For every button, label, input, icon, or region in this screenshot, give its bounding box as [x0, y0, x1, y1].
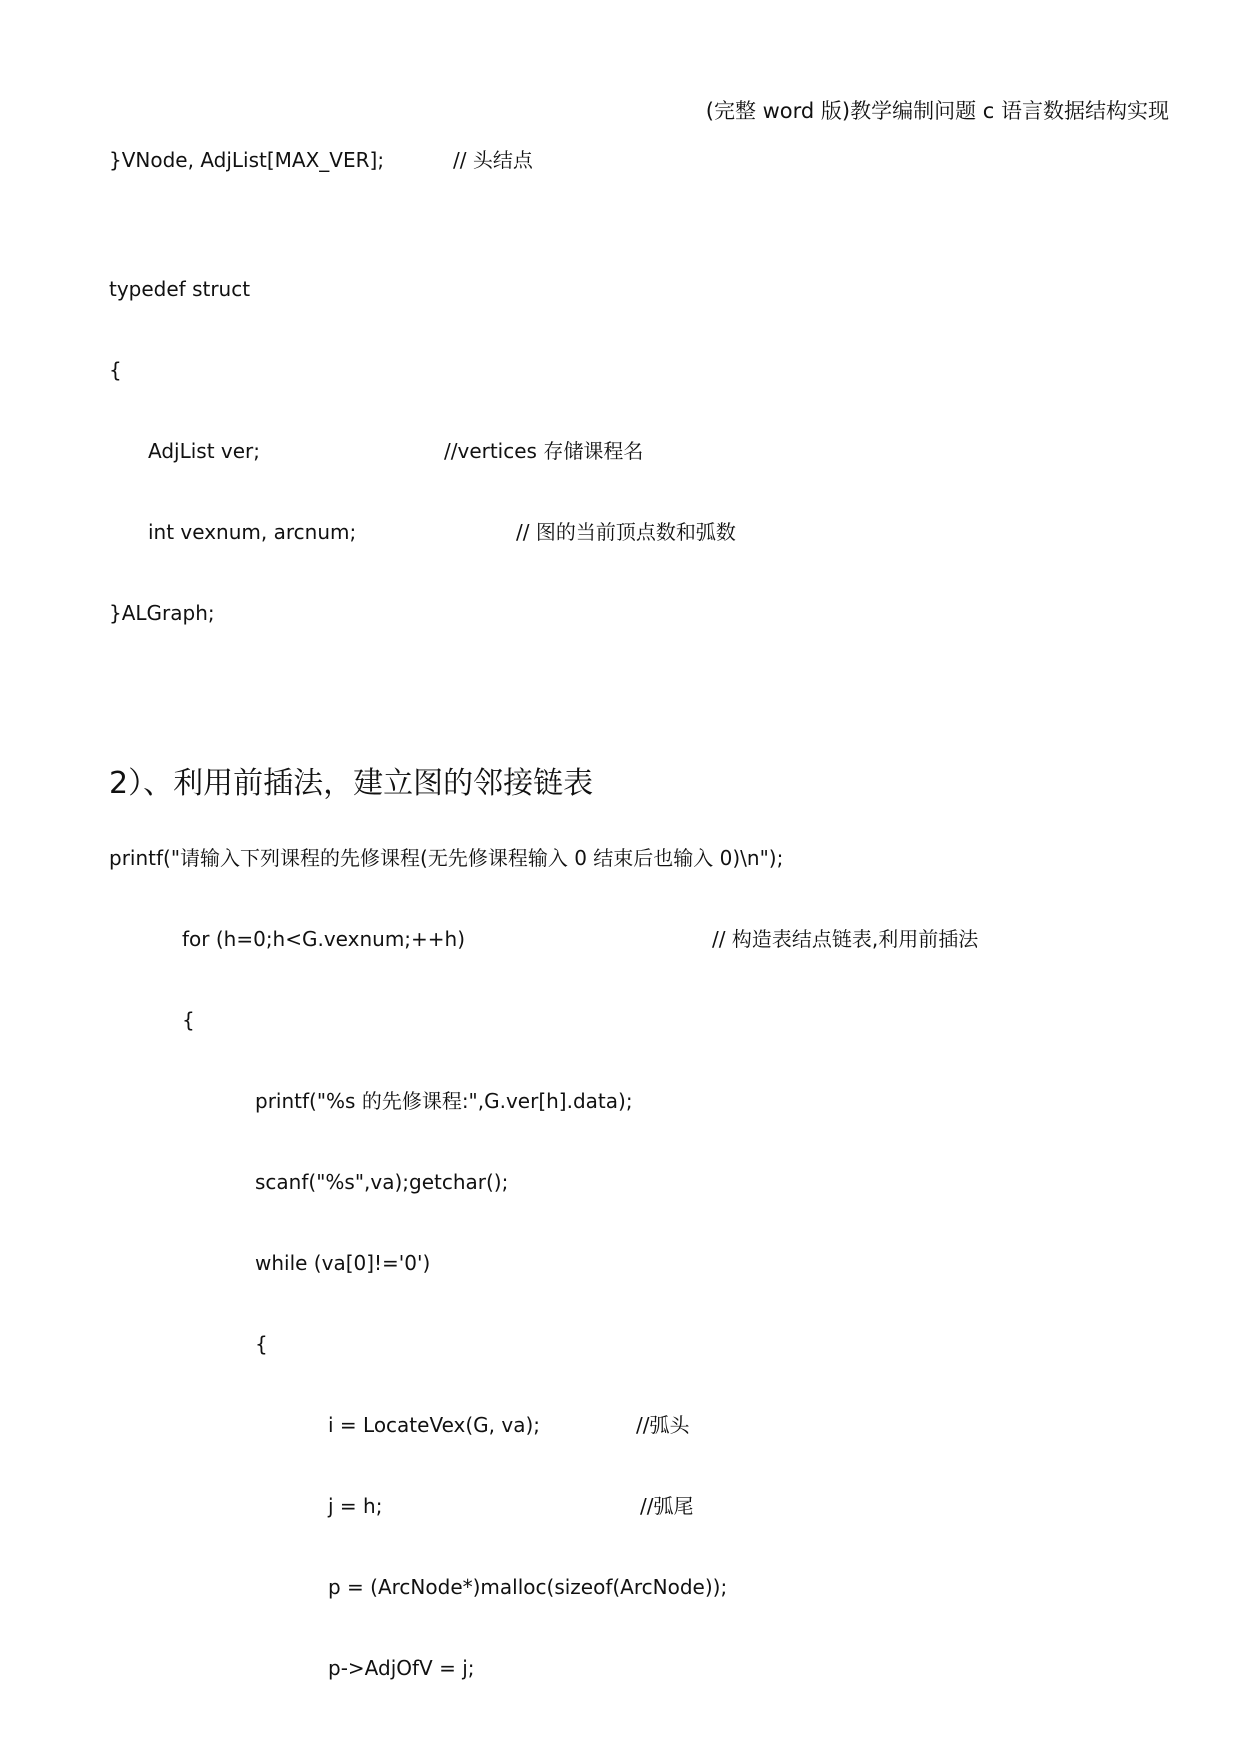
code-text: scanf("%s",va);getchar(); — [255, 1170, 509, 1194]
code-text: j = h; — [328, 1494, 383, 1518]
code-comment: // 图的当前顶点数和弧数 — [516, 520, 736, 544]
code-text: { — [255, 1332, 268, 1356]
code-comment: // 头结点 — [453, 148, 533, 172]
code-text: int vexnum, arcnum; — [148, 520, 357, 544]
code-text: printf("请输入下列课程的先修课程(无先修课程输入 0 结束后也输入 0)\n"); — [109, 846, 784, 870]
code-comment: //vertices 存储课程名 — [444, 439, 644, 463]
code-text: p = (ArcNode*)malloc(sizeof(ArcNode)); — [328, 1575, 728, 1599]
code-text: typedef struct — [109, 277, 251, 301]
code-comment: //弧尾 — [640, 1494, 694, 1518]
code-comment: // 构造表结点链表,利用前插法 — [712, 927, 979, 951]
code-text: AdjList ver; — [148, 439, 261, 463]
code-text: }VNode, AdjList[MAX_VER]; — [109, 148, 385, 172]
code-text: { — [109, 358, 122, 382]
code-text: i = LocateVex(G, va); — [328, 1413, 541, 1437]
code-text: printf("%s 的先修课程:",G.ver[h].data); — [255, 1089, 633, 1113]
code-text: p->AdjOfV = j; — [328, 1656, 475, 1680]
section-heading: 2）、利用前插法，建立图的邻接链表 — [109, 766, 594, 801]
code-text: { — [182, 1008, 195, 1032]
code-text: while (va[0]!='0') — [255, 1251, 431, 1275]
page-header: (完整 word 版)教学编制问题 c 语言数据结构实现 — [705, 99, 1169, 123]
code-text: }ALGraph; — [109, 601, 215, 625]
code-comment: //弧头 — [636, 1413, 690, 1437]
code-text: for (h=0;h<G.vexnum;++h) — [182, 927, 466, 951]
